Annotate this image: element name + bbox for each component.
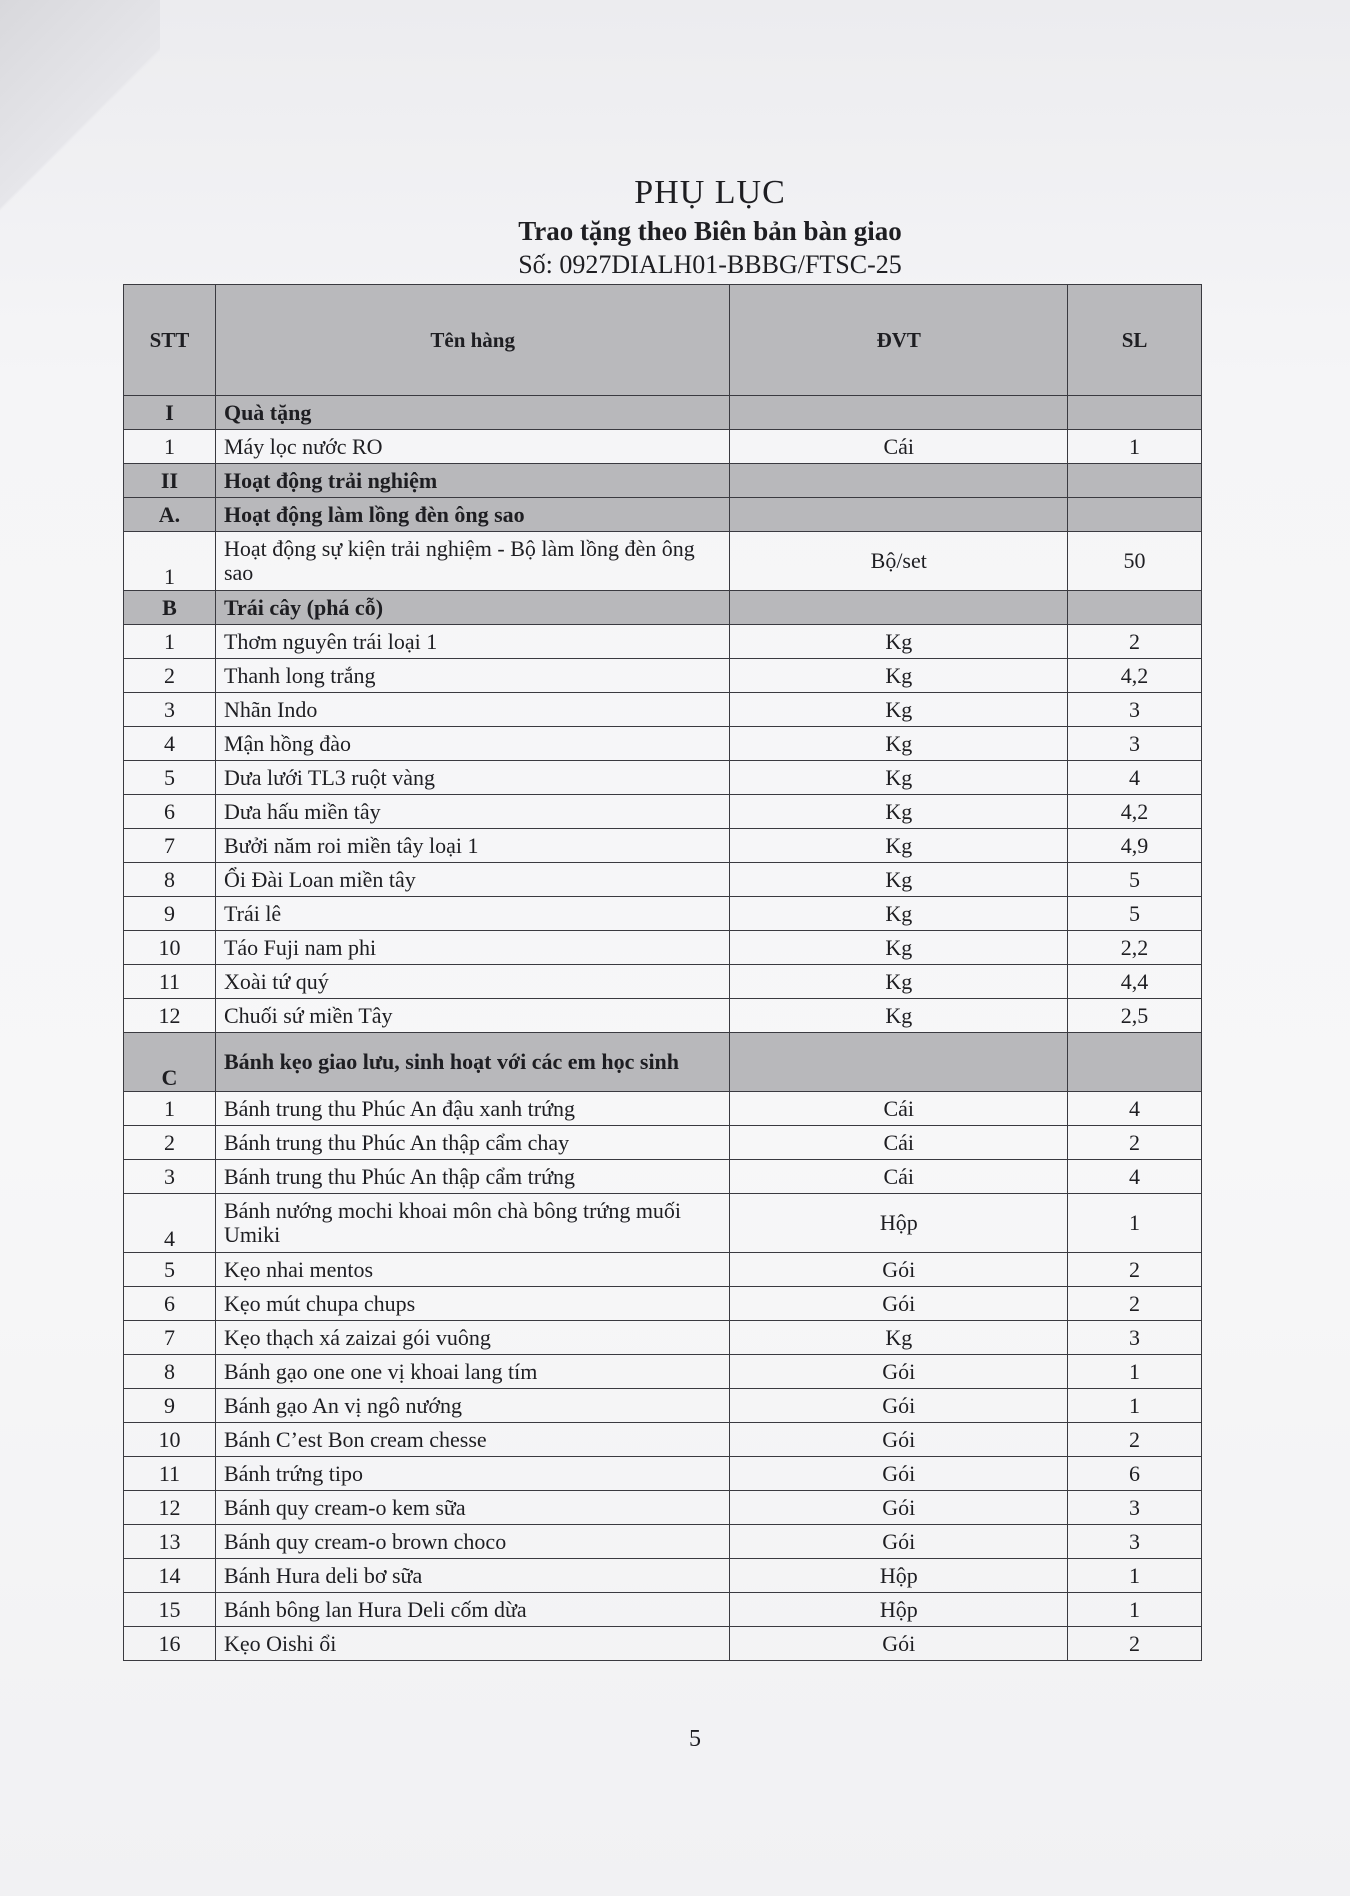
row-name: Mận hồng đào [215, 727, 729, 761]
row-qty: 4,9 [1068, 829, 1202, 863]
row-stt: B [124, 591, 216, 625]
row-name: Bưởi năm roi miền tây loại 1 [215, 829, 729, 863]
row-name: Chuối sứ miền Tây [215, 999, 729, 1033]
row-stt: 11 [124, 965, 216, 999]
table-section-row [124, 396, 1202, 430]
row-unit: Gói [730, 1627, 1068, 1661]
row-qty: 2 [1068, 1253, 1202, 1287]
row-name: Máy lọc nước RO [215, 430, 729, 464]
row-name: Trái lê [215, 897, 729, 931]
row-unit: Cái [730, 430, 1068, 464]
table-row [124, 795, 1202, 829]
header-qty: SL [1068, 285, 1202, 396]
row-unit: Kg [730, 761, 1068, 795]
row-qty: 2 [1068, 625, 1202, 659]
row-name: Thanh long trắng [215, 659, 729, 693]
row-stt: 8 [124, 1355, 216, 1389]
row-unit: Hộp [730, 1593, 1068, 1627]
row-name: Bánh gạo one one vị khoai lang tím [215, 1355, 729, 1389]
table-row [124, 1355, 1202, 1389]
row-unit: Cái [730, 1126, 1068, 1160]
table-row [124, 1160, 1202, 1194]
table-row [124, 829, 1202, 863]
row-name: Kẹo thạch xá zaizai gói vuông [215, 1321, 729, 1355]
row-unit [730, 1033, 1068, 1092]
row-qty: 3 [1068, 693, 1202, 727]
row-stt: 10 [124, 931, 216, 965]
row-qty: 4 [1068, 1092, 1202, 1126]
row-stt: 1 [124, 1092, 216, 1126]
row-name: Xoài tứ quý [215, 965, 729, 999]
page-number: 5 [689, 1726, 701, 1752]
row-unit: Gói [730, 1355, 1068, 1389]
row-stt: I [124, 396, 216, 430]
row-stt: 6 [124, 1287, 216, 1321]
row-name: Thơm nguyên trái loại 1 [215, 625, 729, 659]
table-row [124, 1457, 1202, 1491]
table-row [124, 897, 1202, 931]
table-row [124, 1627, 1202, 1661]
row-unit: Gói [730, 1253, 1068, 1287]
row-name: Bánh Hura deli bơ sữa [215, 1559, 729, 1593]
document-reference-number: Số: 0927DIALH01-BBBG/FTSC-25 [518, 250, 902, 279]
table-row [124, 659, 1202, 693]
row-unit: Hộp [730, 1559, 1068, 1593]
row-qty: 3 [1068, 727, 1202, 761]
table-row [124, 1423, 1202, 1457]
table-row [124, 1389, 1202, 1423]
row-qty: 3 [1068, 1321, 1202, 1355]
row-unit: Gói [730, 1423, 1068, 1457]
row-qty: 5 [1068, 863, 1202, 897]
row-unit: Kg [730, 965, 1068, 999]
row-name: Bánh nướng mochi khoai môn chà bông trứng muối Umiki [215, 1194, 729, 1253]
table-row [124, 1092, 1202, 1126]
row-qty: 1 [1068, 1355, 1202, 1389]
row-name: Nhãn Indo [215, 693, 729, 727]
row-name: Bánh quy cream-o kem sữa [215, 1491, 729, 1525]
row-unit: Kg [730, 897, 1068, 931]
row-unit [730, 396, 1068, 430]
row-unit: Bộ/set [730, 532, 1068, 591]
table-section-row [124, 591, 1202, 625]
row-qty: 6 [1068, 1457, 1202, 1491]
row-stt: 16 [124, 1627, 216, 1661]
table-row [124, 931, 1202, 965]
table-row [124, 999, 1202, 1033]
row-stt: II [124, 464, 216, 498]
row-qty: 4,2 [1068, 795, 1202, 829]
row-stt: 11 [124, 1457, 216, 1491]
row-stt: 13 [124, 1525, 216, 1559]
table-row [124, 625, 1202, 659]
row-name: Kẹo nhai mentos [215, 1253, 729, 1287]
row-unit: Kg [730, 931, 1068, 965]
row-name: Ổi Đài Loan miền tây [215, 863, 729, 897]
header-name: Tên hàng [215, 285, 729, 396]
row-unit: Gói [730, 1287, 1068, 1321]
row-name: Dưa lưới TL3 ruột vàng [215, 761, 729, 795]
row-stt: 7 [124, 829, 216, 863]
row-stt: 4 [124, 1194, 216, 1253]
row-qty: 2 [1068, 1126, 1202, 1160]
row-unit: Kg [730, 863, 1068, 897]
row-unit: Cái [730, 1092, 1068, 1126]
row-name: Trái cây (phá cỗ) [215, 591, 729, 625]
row-stt: A. [124, 498, 216, 532]
document-title: PHỤ LỤC [634, 174, 786, 211]
row-name: Bánh kẹo giao lưu, sinh hoạt với các em học sinh [215, 1033, 729, 1092]
row-qty: 2 [1068, 1423, 1202, 1457]
row-unit: Kg [730, 999, 1068, 1033]
table-row [124, 693, 1202, 727]
row-stt: 1 [124, 532, 216, 591]
table-row [124, 863, 1202, 897]
row-name: Bánh quy cream-o brown choco [215, 1525, 729, 1559]
row-qty: 2,2 [1068, 931, 1202, 965]
items-table [123, 284, 1202, 1661]
row-unit [730, 464, 1068, 498]
row-stt: 7 [124, 1321, 216, 1355]
row-unit: Kg [730, 1321, 1068, 1355]
row-stt: 12 [124, 999, 216, 1033]
row-stt: 6 [124, 795, 216, 829]
table-row [124, 1287, 1202, 1321]
row-name: Kẹo mút chupa chups [215, 1287, 729, 1321]
row-name: Táo Fuji nam phi [215, 931, 729, 965]
table-row [124, 761, 1202, 795]
row-stt: 5 [124, 761, 216, 795]
row-qty [1068, 464, 1202, 498]
row-stt: 9 [124, 1389, 216, 1423]
row-qty: 4,4 [1068, 965, 1202, 999]
table-row [124, 1593, 1202, 1627]
row-name: Dưa hấu miền tây [215, 795, 729, 829]
row-unit: Kg [730, 829, 1068, 863]
table-section-row [124, 1033, 1202, 1092]
row-stt: 15 [124, 1593, 216, 1627]
row-unit: Gói [730, 1525, 1068, 1559]
table-row [124, 430, 1202, 464]
table-row [124, 1194, 1202, 1253]
row-qty: 1 [1068, 430, 1202, 464]
row-name: Kẹo Oishi ổi [215, 1627, 729, 1661]
row-unit: Kg [730, 795, 1068, 829]
row-unit: Gói [730, 1389, 1068, 1423]
document-header [0, 172, 1350, 282]
row-name: Bánh C’est Bon cream chesse [215, 1423, 729, 1457]
row-stt: 1 [124, 625, 216, 659]
row-unit: Gói [730, 1491, 1068, 1525]
row-qty: 2,5 [1068, 999, 1202, 1033]
row-stt: 3 [124, 693, 216, 727]
row-name: Bánh trung thu Phúc An thập cẩm chay [215, 1126, 729, 1160]
row-stt: 9 [124, 897, 216, 931]
row-stt: 10 [124, 1423, 216, 1457]
table-row [124, 727, 1202, 761]
row-stt: 2 [124, 1126, 216, 1160]
row-unit: Kg [730, 659, 1068, 693]
row-unit: Kg [730, 625, 1068, 659]
row-name: Bánh trung thu Phúc An đậu xanh trứng [215, 1092, 729, 1126]
row-unit: Kg [730, 727, 1068, 761]
row-qty [1068, 1033, 1202, 1092]
row-qty: 4 [1068, 761, 1202, 795]
table-row [124, 1126, 1202, 1160]
table-row [124, 1525, 1202, 1559]
row-name: Hoạt động trải nghiệm [215, 464, 729, 498]
row-stt: 3 [124, 1160, 216, 1194]
row-unit: Cái [730, 1160, 1068, 1194]
row-qty: 1 [1068, 1194, 1202, 1253]
row-qty [1068, 498, 1202, 532]
row-stt: 8 [124, 863, 216, 897]
row-qty: 1 [1068, 1593, 1202, 1627]
row-name: Hoạt động sự kiện trải nghiệm - Bộ làm lồng đèn ông sao [215, 532, 729, 591]
table-row [124, 1491, 1202, 1525]
row-name: Quà tặng [215, 396, 729, 430]
row-stt: 12 [124, 1491, 216, 1525]
header-unit: ĐVT [730, 285, 1068, 396]
row-stt: C [124, 1033, 216, 1092]
table-section-row [124, 498, 1202, 532]
table-row [124, 1253, 1202, 1287]
row-unit [730, 498, 1068, 532]
row-name: Hoạt động làm lồng đèn ông sao [215, 498, 729, 532]
table-row [124, 965, 1202, 999]
row-stt: 14 [124, 1559, 216, 1593]
table-row [124, 1559, 1202, 1593]
row-name: Bánh bông lan Hura Deli cốm dừa [215, 1593, 729, 1627]
table-section-row [124, 464, 1202, 498]
row-stt: 1 [124, 430, 216, 464]
row-qty: 50 [1068, 532, 1202, 591]
table-row [124, 532, 1202, 591]
table-header-row [124, 285, 1202, 396]
row-stt: 2 [124, 659, 216, 693]
row-qty [1068, 591, 1202, 625]
row-qty: 5 [1068, 897, 1202, 931]
row-qty: 3 [1068, 1491, 1202, 1525]
row-qty [1068, 396, 1202, 430]
row-qty: 2 [1068, 1627, 1202, 1661]
row-name: Bánh trung thu Phúc An thập cẩm trứng [215, 1160, 729, 1194]
row-qty: 1 [1068, 1559, 1202, 1593]
header-stt: STT [124, 285, 216, 396]
row-unit: Kg [730, 693, 1068, 727]
row-qty: 4 [1068, 1160, 1202, 1194]
row-qty: 3 [1068, 1525, 1202, 1559]
row-qty: 2 [1068, 1287, 1202, 1321]
row-qty: 4,2 [1068, 659, 1202, 693]
row-name: Bánh gạo An vị ngô nướng [215, 1389, 729, 1423]
row-qty: 1 [1068, 1389, 1202, 1423]
document-subtitle: Trao tặng theo Biên bản bàn giao [518, 216, 902, 246]
row-stt: 4 [124, 727, 216, 761]
table-row [124, 1321, 1202, 1355]
row-unit: Gói [730, 1457, 1068, 1491]
row-unit: Hộp [730, 1194, 1068, 1253]
row-stt: 5 [124, 1253, 216, 1287]
row-name: Bánh trứng tipo [215, 1457, 729, 1491]
row-unit [730, 591, 1068, 625]
